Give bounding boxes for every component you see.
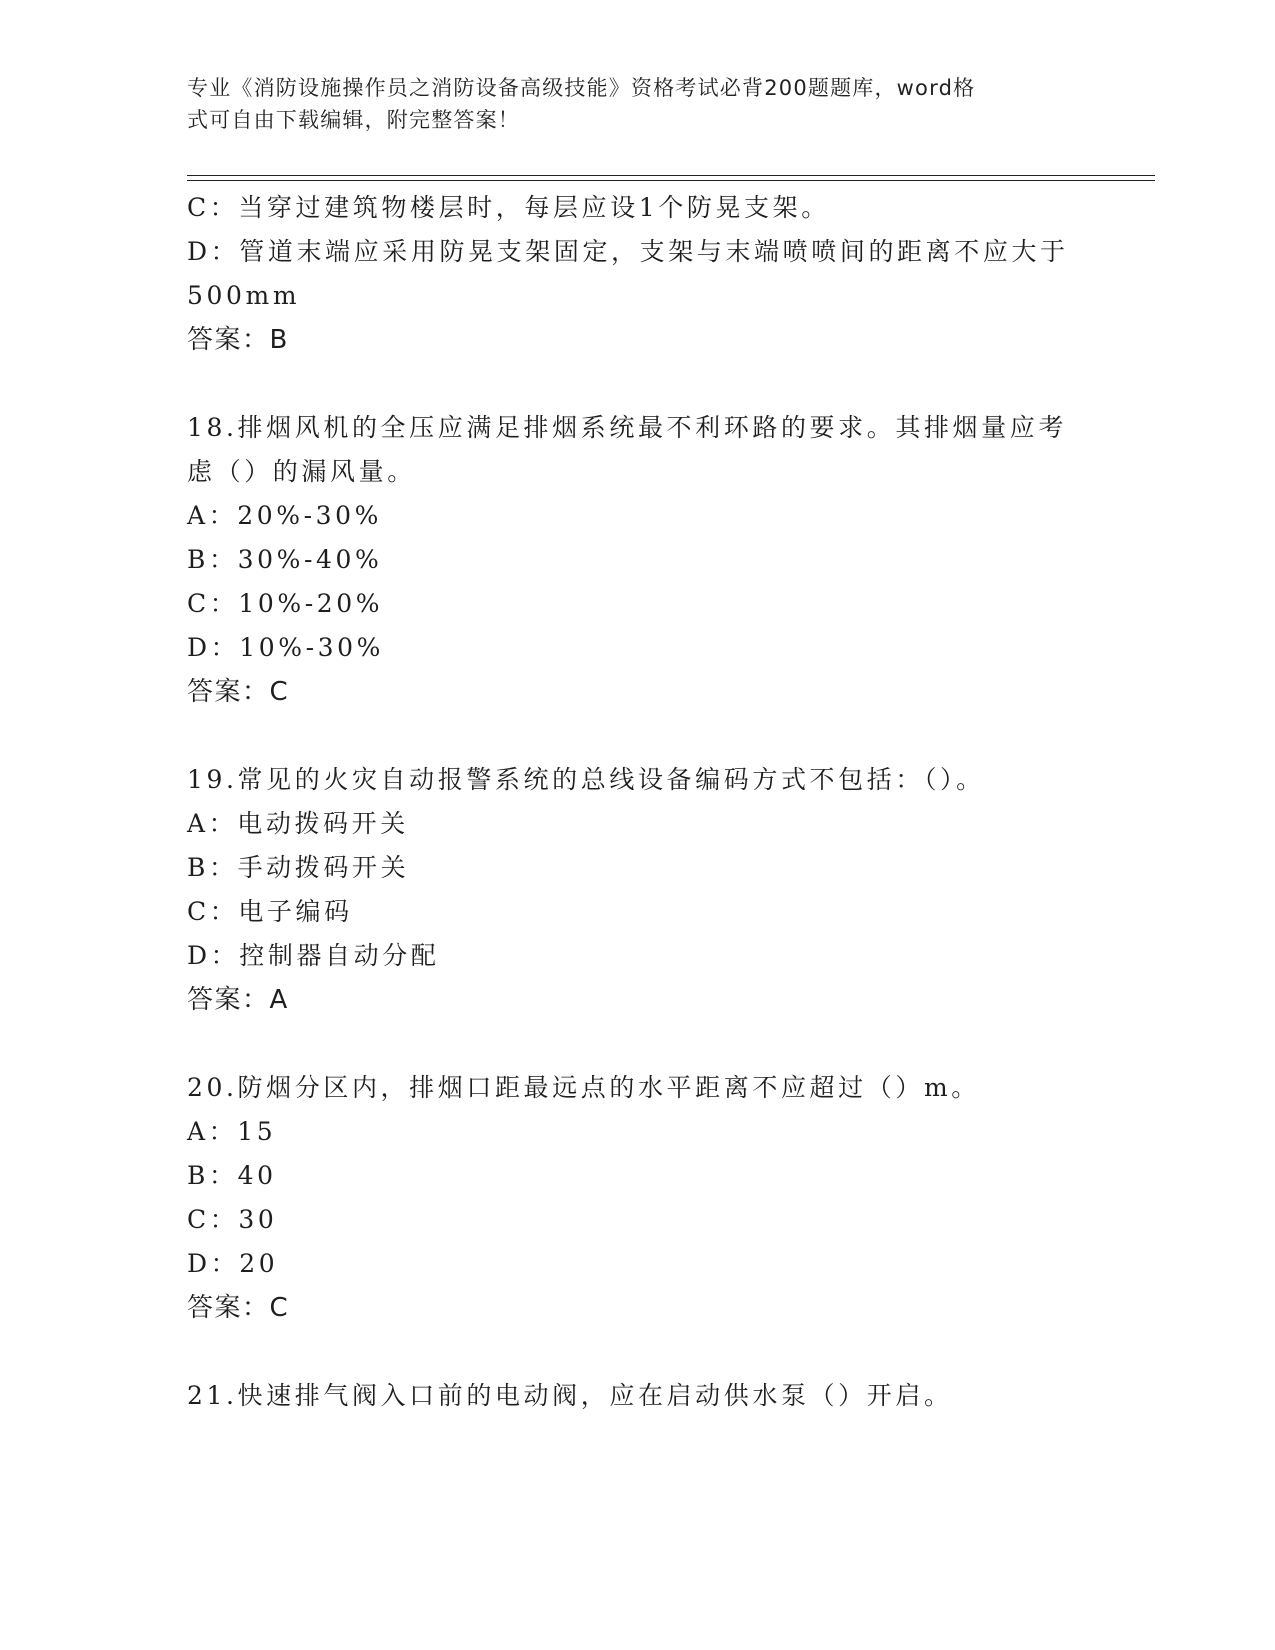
q19-option-d: D：控制器自动分配	[187, 941, 440, 970]
prev-option-d-line-1: D：管道末端应采用防晃支架固定，支架与末端喷喷间的距离不应大于	[187, 237, 1069, 266]
q21-stem: 21.快速排气阀入口前的电动阀，应在启动供水泵（）开启。	[187, 1381, 953, 1410]
q20-option-d: D：20	[187, 1249, 279, 1278]
header-line-1: 专业《消防设施操作员之消防设备高级技能》资格考试必背200题题库，word格	[187, 76, 976, 100]
q19-option-c: C：电子编码	[187, 897, 353, 926]
q19-option-a: A：电动拨码开关	[187, 809, 409, 838]
document-header	[187, 72, 1067, 136]
q18-stem-line-2: 虑（）的漏风量。	[187, 457, 416, 486]
q20-option-a: A：15	[187, 1117, 277, 1146]
header-rule-top	[187, 175, 1155, 176]
prev-answer: 答案：B	[187, 325, 289, 355]
q20-option-b: B：40	[187, 1161, 277, 1190]
q18-answer: 答案：C	[187, 677, 290, 707]
q18-option-c: C：10%-20%	[187, 589, 384, 618]
q19-answer: 答案：A	[187, 985, 289, 1015]
q18-stem-line-1: 18.排烟风机的全压应满足排烟系统最不利环路的要求。其排烟量应考	[187, 413, 1067, 442]
q19-stem: 19.常见的火灾自动报警系统的总线设备编码方式不包括：（）。	[187, 765, 985, 794]
q20-option-c: C：30	[187, 1205, 278, 1234]
q18-option-d: D：10%-30%	[187, 633, 385, 662]
q19-option-b: B：手动拨码开关	[187, 853, 410, 882]
prev-option-c: C：当穿过建筑物楼层时，每层应设1个防晃支架。	[187, 193, 830, 222]
header-rule-bottom	[187, 180, 1155, 181]
q18-option-b: B：30%-40%	[187, 545, 383, 574]
q20-answer: 答案：C	[187, 1293, 290, 1323]
q18-option-a: A：20%-30%	[187, 501, 383, 530]
q20-stem: 20.防烟分区内，排烟口距最远点的水平距离不应超过（）m。	[187, 1073, 980, 1102]
prev-option-d-line-2: 500mm	[187, 281, 301, 310]
header-line-2: 式可自由下载编辑，附完整答案！	[187, 108, 520, 132]
